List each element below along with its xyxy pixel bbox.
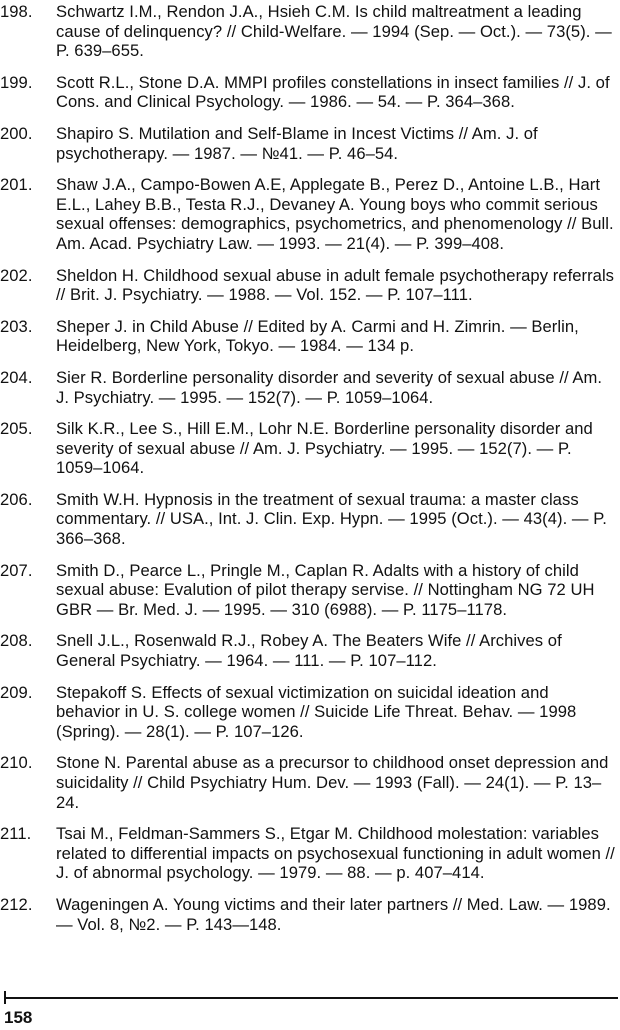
reference-number: 198. bbox=[0, 2, 33, 21]
reference-text: Scott R.L., Stone D.A. MMPI profiles constellations in insect families // J. of Cons. and Clinical Psychology. — 1986. — 54. — P. 364–368. bbox=[56, 72, 610, 112]
reference-item bbox=[0, 895, 616, 934]
reference-text: Schwartz I.M., Rendon J.A., Hsieh C.M. Is child maltreatment a leading cause of delinquency? // Child-Welfare. — 1994 (Sep. — Oct.). — 73(5). — P. 639–655. bbox=[56, 2, 612, 61]
reference-text: Stepakoff S. Effects of sexual victimization on suicidal ideation and behavior in U. S. college women // Suicide Life Threat. Behav. — 1998 (Spring). — 28(1). — P. 107–126. bbox=[56, 682, 577, 741]
reference-item bbox=[0, 419, 616, 478]
reference-text: Tsai M., Feldman-Sammers S., Etgar M. Childhood molestation: variables related to differential impacts on psychosexual functioning in adult women // J. of abnormal psychology. — 1979. — 88. — p. 407–414. bbox=[56, 824, 615, 883]
reference-text: Snell J.L., Rosenwald R.J., Robey A. The Beaters Wife // Archives of General Psychiatry. — 1964. — 111. — P. 107–112. bbox=[56, 631, 562, 671]
reference-text: Sheldon H. Childhood sexual abuse in adult female psychotherapy referrals // Brit. J. Psychiatry. — 1988. — Vol. 152. — P. 107–111. bbox=[56, 265, 615, 305]
reference-number: 211. bbox=[0, 824, 32, 844]
reference-item bbox=[0, 124, 616, 163]
reference-number: 209. bbox=[0, 682, 33, 702]
reference-number: 208. bbox=[0, 631, 33, 651]
reference-text: Sheper J. in Child Abuse // Edited by A. Carmi and H. Zimrin. — Berlin, Heidelberg, New York, Tokyo. — 1984. — 134 p. bbox=[56, 316, 579, 356]
reference-number: 205. bbox=[0, 419, 33, 439]
reference-number: 204. bbox=[0, 367, 33, 387]
reference-number: 210. bbox=[0, 753, 33, 773]
reference-item bbox=[0, 753, 616, 812]
reference-number: 199. bbox=[0, 72, 33, 92]
reference-item bbox=[0, 266, 616, 305]
reference-number: 200. bbox=[0, 123, 33, 143]
reference-item bbox=[0, 317, 616, 356]
reference-number: 203. bbox=[0, 316, 33, 336]
reference-item bbox=[0, 175, 616, 253]
reference-text: Silk K.R., Lee S., Hill E.M., Lohr N.E. Borderline personality disorder and severity of sexual abuse // Am. J. Psychiatry. — 1995. — 152(7). — P. 1059–1064. bbox=[56, 419, 593, 478]
reference-item bbox=[0, 490, 616, 549]
reference-text: Shapiro S. Mutilation and Self-Blame in Incest Victims // Am. J. of psychotherapy. — 1987. — №41. — P. 46–54. bbox=[56, 123, 538, 163]
reference-text: Stone N. Parental abuse as a precursor to childhood onset depression and suicidality // Child Psychiatry Hum. Dev. — 1993 (Fall). — 24(1). — P. 13–24. bbox=[56, 753, 609, 812]
reference-item bbox=[0, 2, 616, 61]
reference-list bbox=[0, 2, 616, 946]
reference-item bbox=[0, 631, 616, 670]
reference-text: Smith D., Pearce L., Pringle M., Caplan R. Adalts with a history of child sexual abuse: Evalution of pilot therapy servise. // Nottingham NG 72 UH GBR — Br. Med. J. — 1995. — 310 (6988). — P. 1175–1178. bbox=[56, 560, 595, 619]
reference-number: 212. bbox=[0, 894, 33, 914]
reference-text: Smith W.H. Hypnosis in the treatment of sexual trauma: a master class commentary. // USA., Int. J. Clin. Exp. Hypn. — 1995 (Oct.). — 43(4). — P. 366–368. bbox=[56, 489, 607, 549]
reference-item bbox=[0, 368, 616, 407]
reference-item bbox=[0, 683, 616, 742]
footer-rule bbox=[4, 997, 618, 999]
page-number: 158 bbox=[4, 1008, 33, 1027]
reference-number: 207. bbox=[0, 560, 33, 580]
reference-number: 202. bbox=[0, 265, 33, 285]
reference-number: 206. bbox=[0, 489, 33, 509]
reference-text: Wageningen A. Young victims and their later partners // Med. Law. — 1989. — Vol. 8, №2. — P. 143—148. bbox=[56, 894, 611, 934]
reference-item bbox=[0, 561, 616, 620]
reference-text: Shaw J.A., Campo-Bowen A.E, Applegate B., Perez D., Antoine L.B., Hart E.L., Lahey B.B., Testa R.J., Devaney A. Young boys who commit serious sexual offenses: demographics, psychometrics, and phenomenology // Bull. Am. Acad. Psychiatry Law. — 1993. — 21(4). — P. 399–408. bbox=[56, 175, 614, 253]
reference-item bbox=[0, 73, 616, 112]
reference-number: 201. bbox=[0, 175, 33, 195]
reference-text: Sier R. Borderline personality disorder and severity of sexual abuse // Am. J. Psychiatry. — 1995. — 152(7). — P. 1059–1064. bbox=[56, 367, 603, 407]
reference-item bbox=[0, 824, 616, 883]
